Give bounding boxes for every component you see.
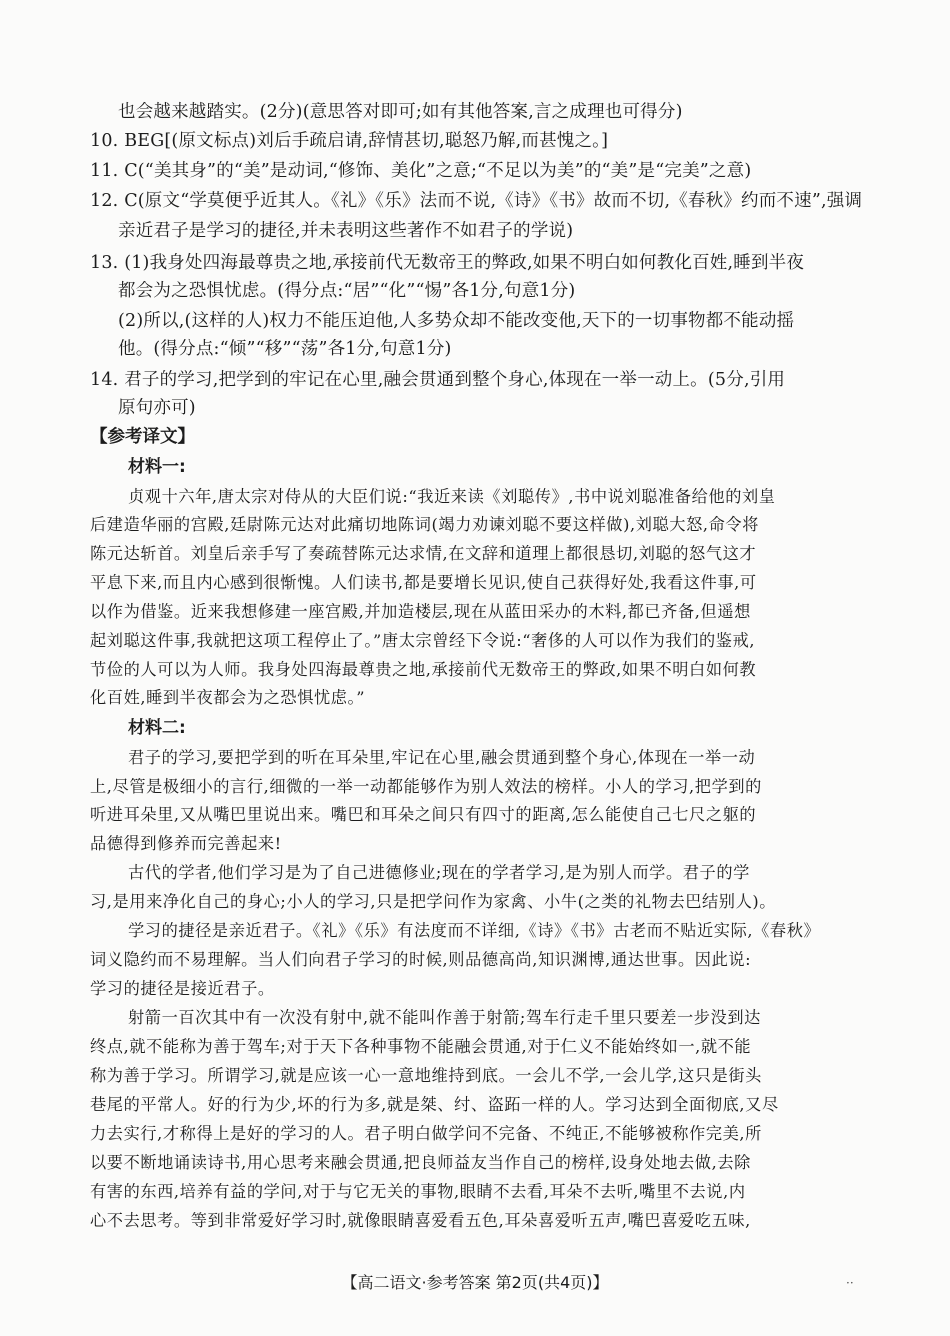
answer-12: 12. C(原文“学莫便乎近其人。《礼》《乐》法而不说,《诗》《书》故而不切,《春秋》约而不速”,强调	[90, 191, 863, 211]
answer-13-cont: 都会为之恐惧忧虑。(得分点:“居”“化”“惕”各1分,句意1分)	[118, 281, 576, 301]
translation-line: 品德得到修养而完善起来!	[90, 834, 282, 853]
answer-11: 11. C(“美其身”的“美”是动词,“修饰、美化”之意;“不足以为美”的“美”是“完美”之意)	[90, 161, 752, 181]
translation-line: 有害的东西,培养有益的学问,对于与它无关的事物,眼睛不去看,耳朵不去听,嘴里不去说,内	[90, 1182, 746, 1201]
translation-line: 古代的学者,他们学习是为了自己进德修业;现在的学者学习,是为别人而学。君子的学	[128, 863, 750, 882]
translation-line: 节俭的人可以为人师。我身处四海最尊贵之地,承接前代无数帝王的弊政,如果不明白如何教	[90, 660, 757, 679]
translation-line: 上,尽管是极细小的言行,细微的一举一动都能够作为别人效法的榜样。小人的学习,把学到的	[90, 777, 762, 796]
translation-line: 学习的捷径是接近君子。	[90, 979, 275, 998]
translation-line: 以要不断地诵读诗书,用心思考来融会贯通,把良师益友当作自己的榜样,设身处地去做,去除	[90, 1153, 751, 1172]
translation-line: 终点,就不能称为善于驾车;对于天下各种事物不能融会贯通,对于仁义不能始终如一,就不能	[90, 1037, 752, 1056]
translation-line: 巷尾的平常人。好的行为少,坏的行为多,就是桀、纣、盗跖一样的人。学习达到全面彻底,又尽	[90, 1095, 779, 1114]
answer-14: 14. 君子的学习,把学到的牢记在心里,融会贯通到整个身心,体现在一举一动上。(5分,引用	[90, 370, 786, 390]
translation-line: 贞观十六年,唐太宗对侍从的大臣们说:“我近来读《刘聪传》,书中说刘聪准备给他的刘皇	[128, 487, 776, 506]
answer-14-cont: 原句亦可)	[118, 398, 196, 418]
corner-mark: ··	[846, 1276, 854, 1290]
translation-line: 词义隐约而不易理解。当人们向君子学习的时候,则品德高尚,知识渊博,通达世事。因此说:	[90, 950, 752, 969]
translation-line: 习,是用来净化自己的身心;小人的学习,只是把学问作为家禽、小牛(之类的礼物去巴结别人)。	[90, 892, 777, 911]
translation-line: 后建造华丽的宫殿,廷尉陈元达对此痛切地陈词(竭力劝谏刘聪不要这样做),刘聪大怒,命令将	[90, 515, 759, 534]
translation-line: 称为善于学习。所谓学习,就是应该一心一意地维持到底。一会儿不学,一会儿学,这只是街头	[90, 1066, 762, 1085]
answer-13: 13. (1)我身处四海最尊贵之地,承接前代无数帝王的弊政,如果不明白如何教化百姓,睡到半夜	[90, 253, 805, 273]
translation-line: 化百姓,睡到半夜都会为之恐惧忧虑。”	[90, 688, 366, 707]
translation-line: 君子的学习,要把学到的听在耳朵里,牢记在心里,融会贯通到整个身心,体现在一举一动	[128, 748, 756, 767]
page-footer: 【高二语文·参考答案 第2页(共4页)】	[341, 1273, 609, 1292]
translation-heading: 【参考译文】	[90, 427, 195, 447]
answer-10: 10. BEG[(原文标点)刘后手疏启请,辞情甚切,聪怒乃解,而甚愧之。]	[90, 131, 609, 151]
translation-line: 陈元达斩首。刘皇后亲手写了奏疏替陈元达求情,在文辞和道理上都很恳切,刘聪的怒气这才	[90, 544, 757, 563]
translation-line: 起刘聪这件事,我就把这项工程停止了。”唐太宗曾经下令说:“奢侈的人可以作为我们的鉴戒,	[90, 631, 756, 650]
translation-line: 学习的捷径是亲近君子。《礼》《乐》有法度而不详细,《诗》《书》古老而不贴近实际,《春秋》	[128, 921, 821, 940]
answer-12-cont: 亲近君子是学习的捷径,并未表明这些著作不如君子的学说)	[118, 221, 574, 241]
material-two-title: 材料二:	[128, 718, 186, 738]
material-one-title: 材料一:	[128, 457, 186, 477]
answer-13-2-cont: 他。(得分点:“倾”“移”“荡”各1分,句意1分)	[118, 339, 452, 359]
translation-line: 听进耳朵里,又从嘴巴里说出来。嘴巴和耳朵之间只有四寸的距离,怎么能使自己七尺之躯的	[90, 805, 757, 824]
translation-line: 以作为借鉴。近来我想修建一座宫殿,并加造楼层,现在从蓝田采办的木料,都已齐备,但遥想	[90, 602, 751, 621]
translation-line: 力去实行,才称得上是好的学习的人。君子明白做学问不完备、不纯正,不能够被称作完美,所	[90, 1124, 762, 1143]
answer-line: 也会越来越踏实。(2分)(意思答对即可;如有其他答案,言之成理也可得分)	[118, 102, 683, 122]
translation-line: 心不去思考。等到非常爱好学习时,就像眼睛喜爱看五色,耳朵喜爱听五声,嘴巴喜爱吃五味,	[90, 1211, 751, 1230]
answer-13-2: (2)所以,(这样的人)权力不能压迫他,人多势众却不能改变他,天下的一切事物都不能动摇	[118, 311, 795, 331]
translation-line: 射箭一百次其中有一次没有射中,就不能叫作善于射箭;驾车行走千里只要差一步没到达	[128, 1008, 761, 1027]
translation-line: 平息下来,而且内心感到很惭愧。人们读书,都是要增长见识,使自己获得好处,我看这件事,可	[90, 573, 757, 592]
